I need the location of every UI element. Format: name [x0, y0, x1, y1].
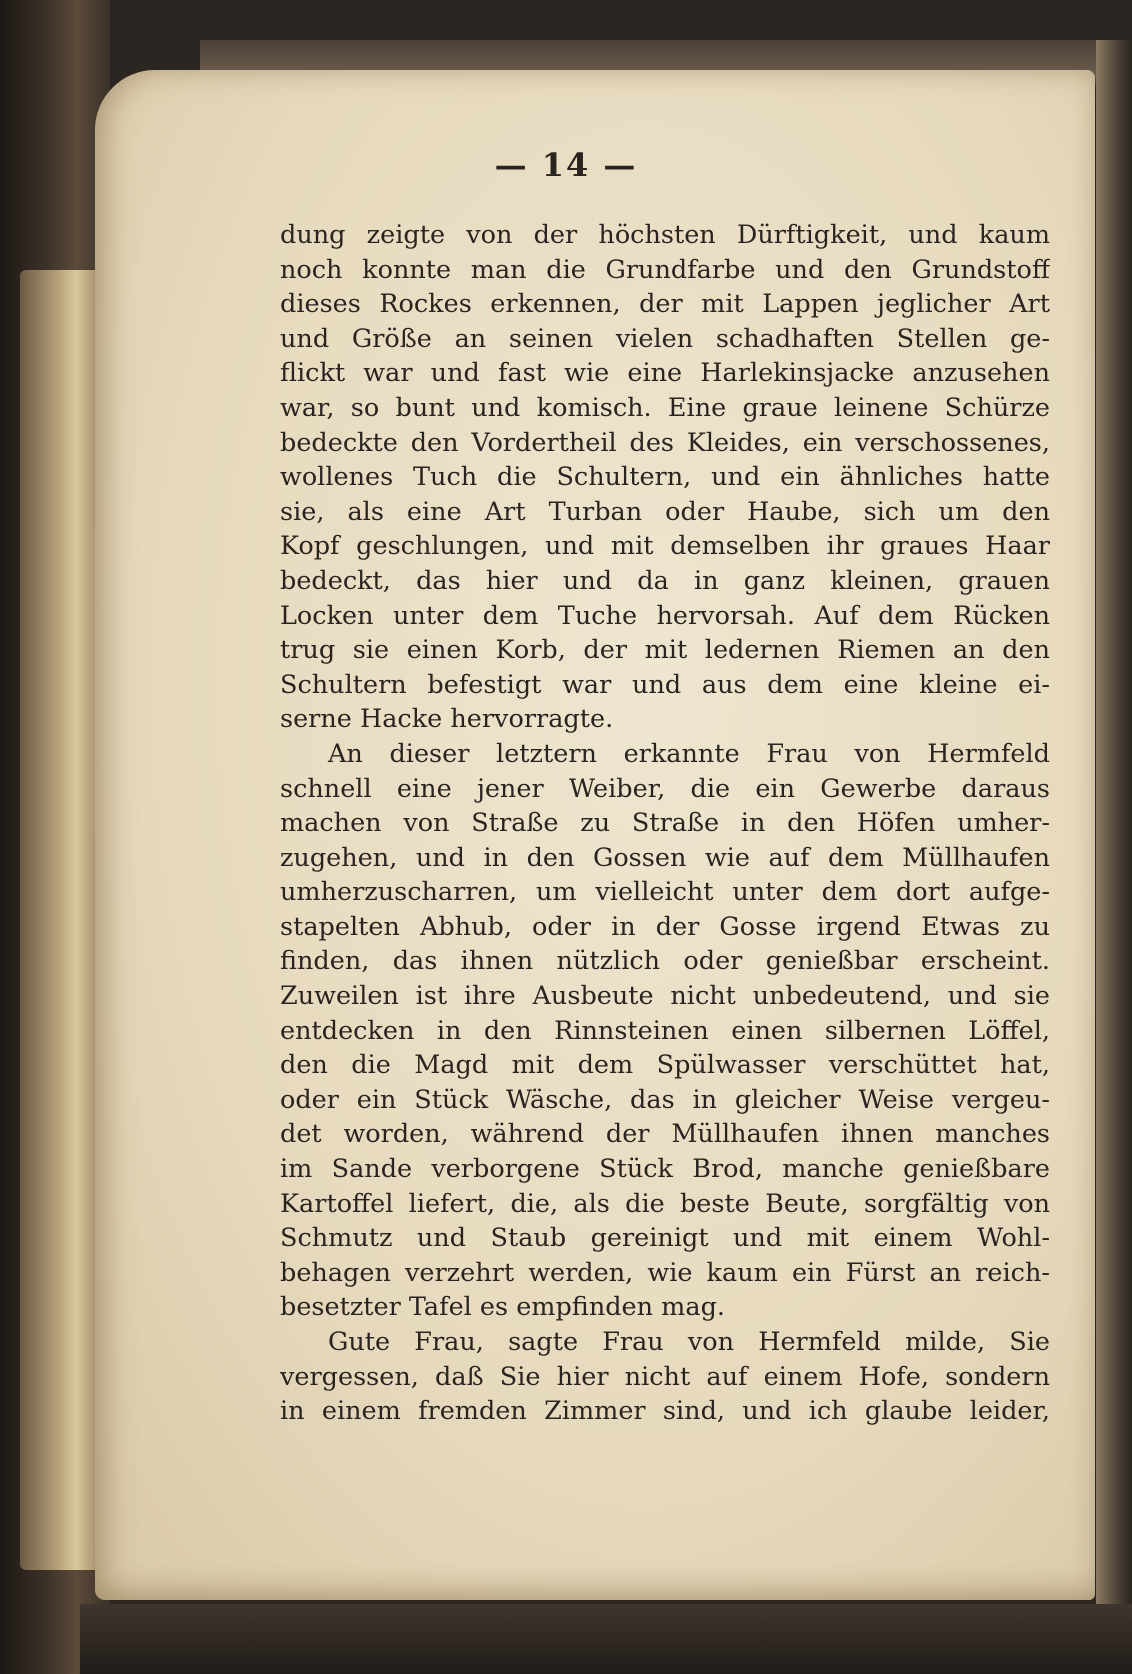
text-line: dung zeigte von der höchsten Dürftigkeit, und kaum	[280, 220, 1050, 250]
text-line: behagen verzehrt werden, wie kaum ein Fürst an reich-	[280, 1257, 1050, 1288]
text-line: oder ein Stück Wäsche, das in gleicher Weise vergeu-	[280, 1084, 1050, 1115]
text-line: Schultern befestigt war und aus dem eine kleine ei-	[280, 669, 1050, 700]
text-line: det worden, während der Müllhaufen ihnen manches	[280, 1119, 1050, 1150]
page-number: — 14 —	[494, 146, 638, 184]
text-line: im Sande verborgene Stück Brod, manche genießbare	[280, 1154, 1050, 1185]
text-line: bedeckte den Vordertheil des Kleides, ein verschossenes,	[280, 427, 1050, 458]
text-line: noch konnte man die Grundfarbe und den Grundstoff	[280, 254, 1050, 285]
text-line: zugehen, und in den Gossen wie auf dem Müllhaufen	[280, 842, 1050, 873]
text-line: dieses Rockes erkennen, der mit Lappen jeglicher Art	[280, 289, 1050, 320]
text-line: An dieser letztern erkannte Frau von Hermfeld	[328, 738, 1050, 769]
text-line: war, so bunt und komisch. Eine graue leinene Schürze	[280, 392, 1050, 423]
text-line: in einem fremden Zimmer sind, und ich glaube leider,	[280, 1396, 1050, 1427]
text-line: flickt war und fast wie eine Harlekinsjacke anzusehen	[280, 358, 1050, 389]
text-line: umherzuscharren, um vielleicht unter dem dort aufge-	[280, 877, 1050, 908]
text-line: besetzter Tafel es empfinden mag.	[280, 1292, 725, 1323]
text-line: machen von Straße zu Straße in den Höfen umher-	[280, 808, 1050, 839]
book-cover-bottom	[80, 1604, 1132, 1674]
text-line: stapelten Abhub, oder in der Gosse irgend Etwas zu	[280, 911, 1050, 942]
text-line: und Größe an seinen vielen schadhaften Stellen ge-	[280, 323, 1050, 354]
text-line: Schmutz und Staub gereinigt und mit einem Wohl-	[280, 1223, 1050, 1254]
book-cover-right	[1096, 40, 1132, 1620]
text-line: Zuweilen ist ihre Ausbeute nicht unbedeutend, und sie	[280, 981, 1050, 1012]
text-line: entdecken in den Rinnsteinen einen silbernen Löffel,	[280, 1015, 1050, 1046]
text-line: serne Hacke hervorragte.	[280, 704, 614, 735]
text-line: den die Magd mit dem Spülwasser verschüttet hat,	[280, 1050, 1050, 1081]
text-line: sie, als eine Art Turban oder Haube, sich um den	[280, 496, 1050, 527]
text-line: Gute Frau, sagte Frau von Hermfeld milde, Sie	[328, 1327, 1050, 1357]
page-edges	[20, 270, 100, 1570]
text-line: wollenes Tuch die Schultern, und ein ähnliches hatte	[280, 462, 1050, 493]
text-line: finden, das ihnen nützlich oder genießbar erscheint.	[280, 946, 1050, 977]
text-line: Locken unter dem Tuche hervorsah. Auf dem Rücken	[280, 600, 1050, 631]
text-line: trug sie einen Korb, der mit ledernen Riemen an den	[280, 635, 1050, 666]
text-line: Kopf geschlungen, und mit demselben ihr graues Haar	[280, 531, 1050, 562]
page-text	[280, 218, 1050, 1429]
text-line: vergessen, daß Sie hier nicht auf einem Hofe, sondern	[280, 1361, 1050, 1392]
text-line: schnell eine jener Weiber, die ein Gewerbe daraus	[280, 773, 1050, 804]
text-line: bedeckt, das hier und da in ganz kleinen, grauen	[280, 565, 1050, 596]
text-line: Kartoffel liefert, die, als die beste Beute, sorgfältig von	[280, 1188, 1050, 1219]
